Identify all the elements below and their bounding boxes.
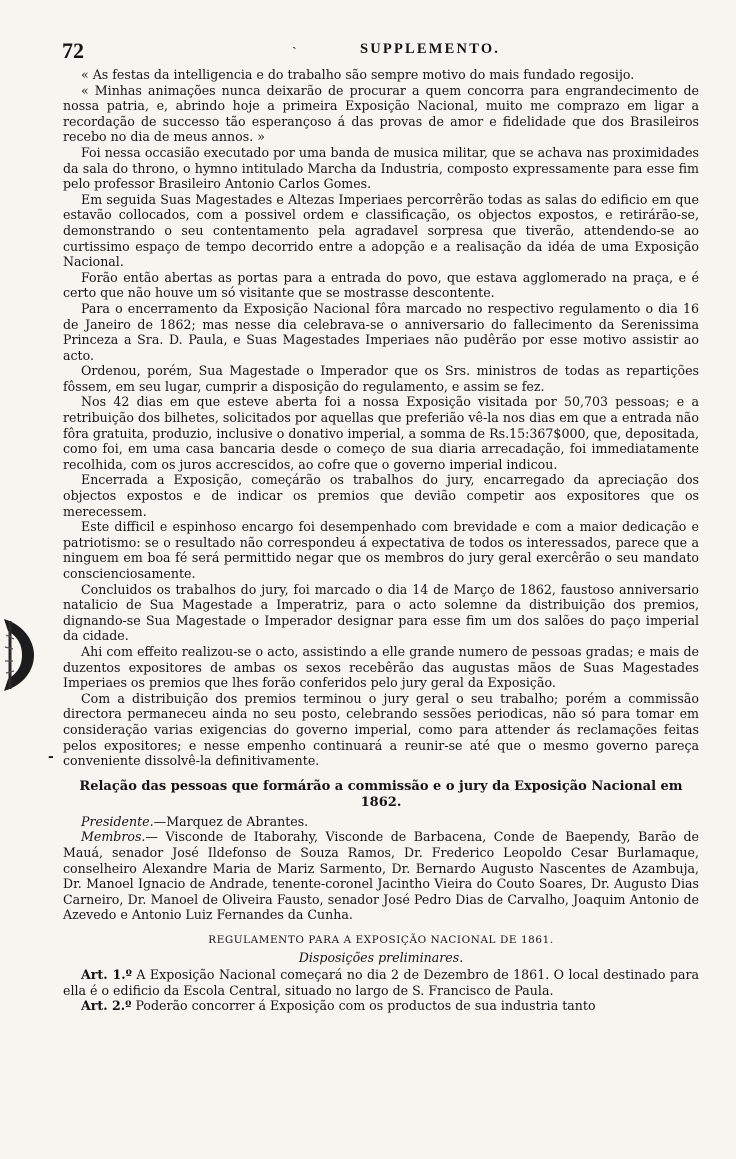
members-names: — Visconde de Itaborahy, Visconde de Barbacena, Conde de Baependy, Barão de Mauá, senador José Ildefonso de Souza Ramos, Dr. Frederico Leopoldo Cesar Burlamaque, conselheiro Alexandre Maria de Mariz Sarmento, Dr. Bernardo Augusto Nascentes de Azambuja, Dr. Manoel Ignacio de Andrade, tenente-coronel Jacintho Vieira do Couto Soares, Dr. Augusto Dias Carneiro, Dr. Manoel de Oliveira Fausto, senador José Pedro Dias de Carvalho, Joaquim Antonio de Azevedo e Antonio Luiz Fernandes da Cunha. <box>63 829 699 923</box>
paragraph: Forão então abertas as portas para a entrada do povo, que estava agglomerado na praça, e é certo que não houve um só visitante que se mostrasse descontente. <box>63 269 699 301</box>
paragraph: Encerrada a Exposição, começárão os trabalhos do jury, encarregado da apreciação dos objectos expostos e de indicar os premios que devião competir aos expositores que os merecessem. <box>63 472 699 519</box>
regulation-subheading: Disposições preliminares. <box>298 950 464 966</box>
paragraph: Em seguida Suas Magestades e Altezas Imperiaes percorrêrão todas as salas do edificio em que estavão collocados, com a possivel ordem e classificação, os objectos expostos, e retirárão-se, demonstrando o seu contentamento pela agradavel sorpresa que tiverão, attendendo-se ao curtissimo espaço de tempo decorrido entre a adopção e a realisação da idéa de uma Exposição Nacional. <box>63 191 699 270</box>
paragraph: Com a distribuição dos premios terminou o jury geral o seu trabalho; porém a commissão directora permaneceu ainda no seu posto, celebrando sessões periodicas, não só para tomar em consideração varias exigencias do governo imperial, como para attender ás reclamações feitas pelos expositores; e nesse empenho continuará a reunir-se até que o mesmo governo pareça conveniente dissolvê-la definitivamente. <box>63 690 699 769</box>
article-label: Art. 1.º <box>81 967 132 983</box>
paragraph: Foi nessa occasião executado por uma banda de musica militar, que se achava nas proximidades da sala do throno, o hymno intitulado Marcha da Industria, composto expressamente para esse fim pelo professor Brasileiro Antonio Carlos Gomes. <box>63 144 699 192</box>
paragraph: « Minhas animações nunca deixarão de procurar a quem concorra para engrandecimento de nossa patria, e, abrindo hoje a primeira Exposição Nacional, muito me comprazo em ligar a recordação de successo tão esperançoso á das provas de amor e fidelidade que dos Brasileiros recebo no dia de meus annos. » <box>63 82 699 145</box>
paragraph: Ahi com effeito realizou-se o acto, assistindo a elle grande numero de pessoas gradas; e mais de duzentos expositores de ambas os sexos recebêrão das augustas mãos de Suas Magestades Imperiaes os premios que lhes forão conferidos pelo jury geral da Exposição. <box>63 643 699 691</box>
regulation-title: REGULAMENTO PARA A EXPOSIÇÃO NACIONAL DE 1861. <box>208 933 554 946</box>
paragraph: Para o encerramento da Exposição Nacional fôra marcado no respectivo regulamento o dia 16 de Janeiro de 1862; mas nesse dia celebrava-se o anniversario do fallecimento da Serenissima Princeza a Sra. D. Paula, e Suas Magestades Imperiaes não pudêrão por esse motivo assistir ao acto. <box>63 300 699 363</box>
president-name: —Marquez de Abrantes. <box>153 813 309 829</box>
paragraph: Este difficil e espinhoso encargo foi desempenhado com brevidade e com a maior dedicação e patriotismo: se o resultado não correspondeu á expectativa de todos os interessados, parece que a ninguem em boa fé será permittido negar que os membros do jury geral exercêrão o seu mandato conscienciosamente. <box>63 519 699 581</box>
margin-dash: - <box>48 749 54 765</box>
president-label: Presidente. <box>81 813 154 829</box>
members-label: Membros. <box>81 829 146 845</box>
thumb-clip-mark <box>2 615 36 695</box>
members-line <box>63 829 699 923</box>
page-number: 72 <box>62 38 84 63</box>
article-label: Art. 2.º <box>81 998 132 1014</box>
paragraph: « As festas da intelligencia e do trabalho são sempre motivo do mais fundado regosijo. <box>81 67 635 82</box>
article <box>63 967 699 998</box>
paragraph: Concluidos os trabalhos do jury, foi marcado o dia 14 de Março de 1862, faustoso anniversario natalicio de Sua Magestade a Imperatriz, para o acto solemne da distribuição dos premios, dignando-se Sua Magestade o Imperador designar para esse fim um dos salões do paço imperial da cidade. <box>63 581 699 644</box>
article-text: Poderão concorrer á Exposição com os productos de sua industria tanto <box>131 998 596 1014</box>
article <box>63 998 699 1014</box>
commission-heading: Relação das pessoas que formárão a commissão e o jury da Exposição Nacional em 1862. <box>79 778 683 810</box>
paragraph: Nos 42 dias em que esteve aberta foi a nossa Exposição visitada por 50,703 pessoas; e a retribuição dos bilhetes, solicitados por aquellas que preferião vê-la nos dias em que a entrada não fôra gratuita, produzio, inclusive o donativo imperial, a somma de Rs.15:367$000, que, depositada, como foi, em uma casa bancaria desde o começo de sua diaria arrecadação, foi immediatamente recolhida, com os juros accrescidos, ao cofre que o governo imperial indicou. <box>63 394 699 472</box>
running-head <box>60 34 700 63</box>
running-title: SUPPLEMENTO. <box>360 41 501 57</box>
president-line <box>63 814 699 830</box>
paragraph: Ordenou, porém, Sua Magestade o Imperador que os Srs. ministros de todas as repartições fôssem, em seu lugar, cumprir a disposição do regulamento, e assim se fez. <box>63 363 699 394</box>
article-text: A Exposição Nacional começará no dia 2 de Dezembro de 1861. O local destinado para ella é o edificio da Escola Central, situado no largo de S. Francisco de Paula. <box>63 967 700 998</box>
header-mark: ˏ <box>292 34 297 50</box>
body-text <box>63 67 699 1014</box>
